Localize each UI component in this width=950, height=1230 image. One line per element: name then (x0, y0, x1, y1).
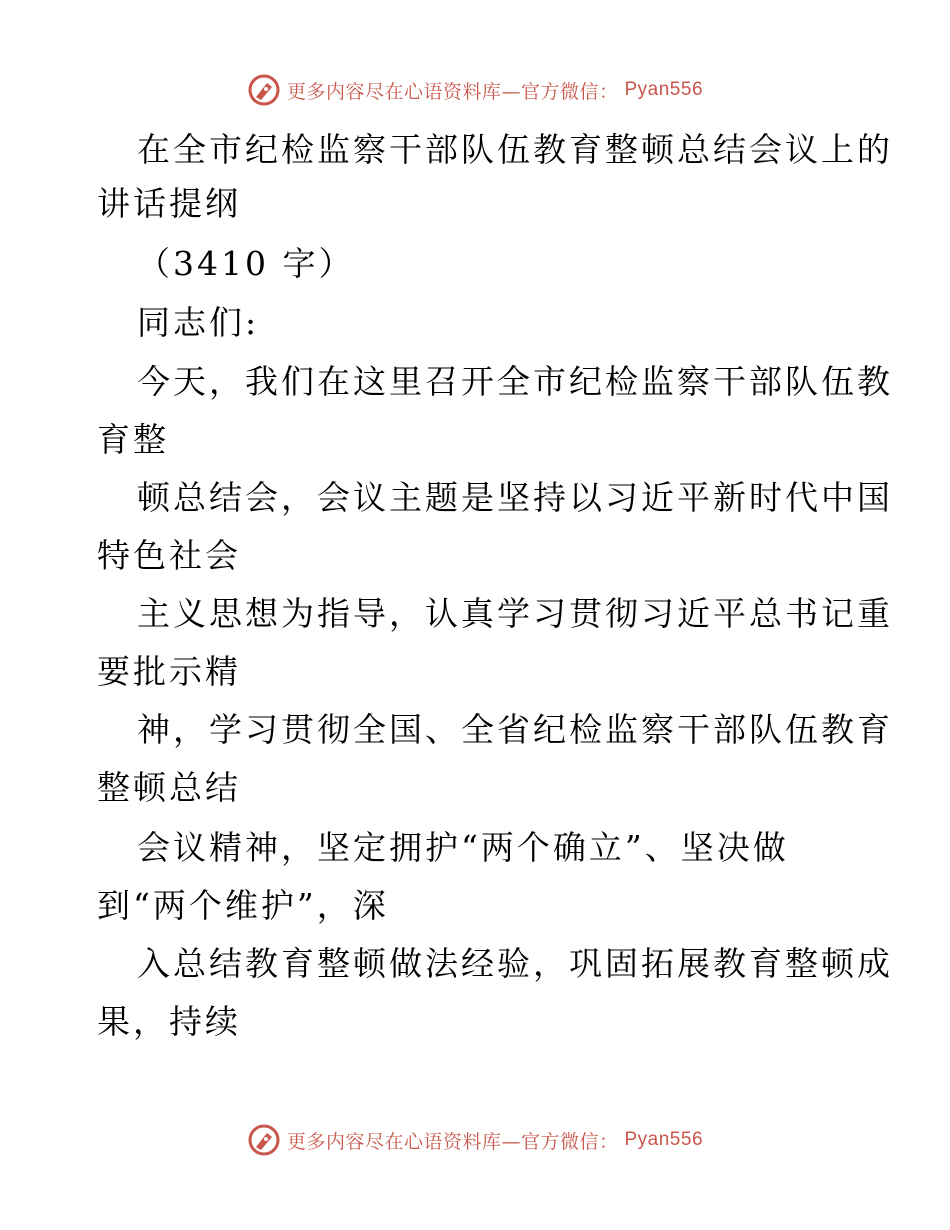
watermark-handle: Pyan556 (624, 79, 704, 100)
pen-nib-logo-icon (247, 73, 281, 107)
title-line-1: 在全市纪检监察干部队伍教育整顿总结会议上的 (137, 130, 893, 169)
paragraph-line: 主义思想为指导，认真学习贯彻习近平总书记重 (137, 594, 893, 633)
word-count: （3410 字） (137, 244, 355, 283)
pen-nib-logo-icon (247, 1123, 281, 1157)
paragraph-line: 特色社会 (97, 536, 241, 575)
paragraph-line: 到“两个维护”，深 (97, 886, 389, 925)
paragraph-line: 神，学习贯彻全国、全省纪检监察干部队伍教育 (137, 710, 893, 749)
paragraph-line: 入总结教育整顿做法经验，巩固拓展教育整顿成 (137, 944, 893, 983)
paragraph-line: 会议精神，坚定拥护“两个确立”、坚决做 (137, 828, 789, 867)
footer-watermark (0, 1120, 950, 1160)
watermark-text: 更多内容尽在心语资料库—官方微信： (286, 1130, 619, 1153)
watermark-text: 更多内容尽在心语资料库—官方微信： (286, 80, 619, 103)
paragraph-line: 今天，我们在这里召开全市纪检监察干部队伍教 (137, 362, 893, 401)
paragraph-line: 要批示精 (97, 652, 241, 691)
watermark-handle: Pyan556 (624, 1129, 704, 1150)
salutation: 同志们: (137, 303, 260, 342)
paragraph-line: 果，持续 (97, 1002, 241, 1041)
header-watermark (0, 70, 950, 110)
watermark-group (247, 73, 703, 107)
title-line-2: 讲话提纲 (97, 184, 241, 223)
paragraph-line: 整顿总结 (97, 768, 241, 807)
paragraph-line: 育整 (97, 420, 169, 459)
watermark-group (247, 1123, 703, 1157)
paragraph-line: 顿总结会，会议主题是坚持以习近平新时代中国 (137, 478, 893, 517)
